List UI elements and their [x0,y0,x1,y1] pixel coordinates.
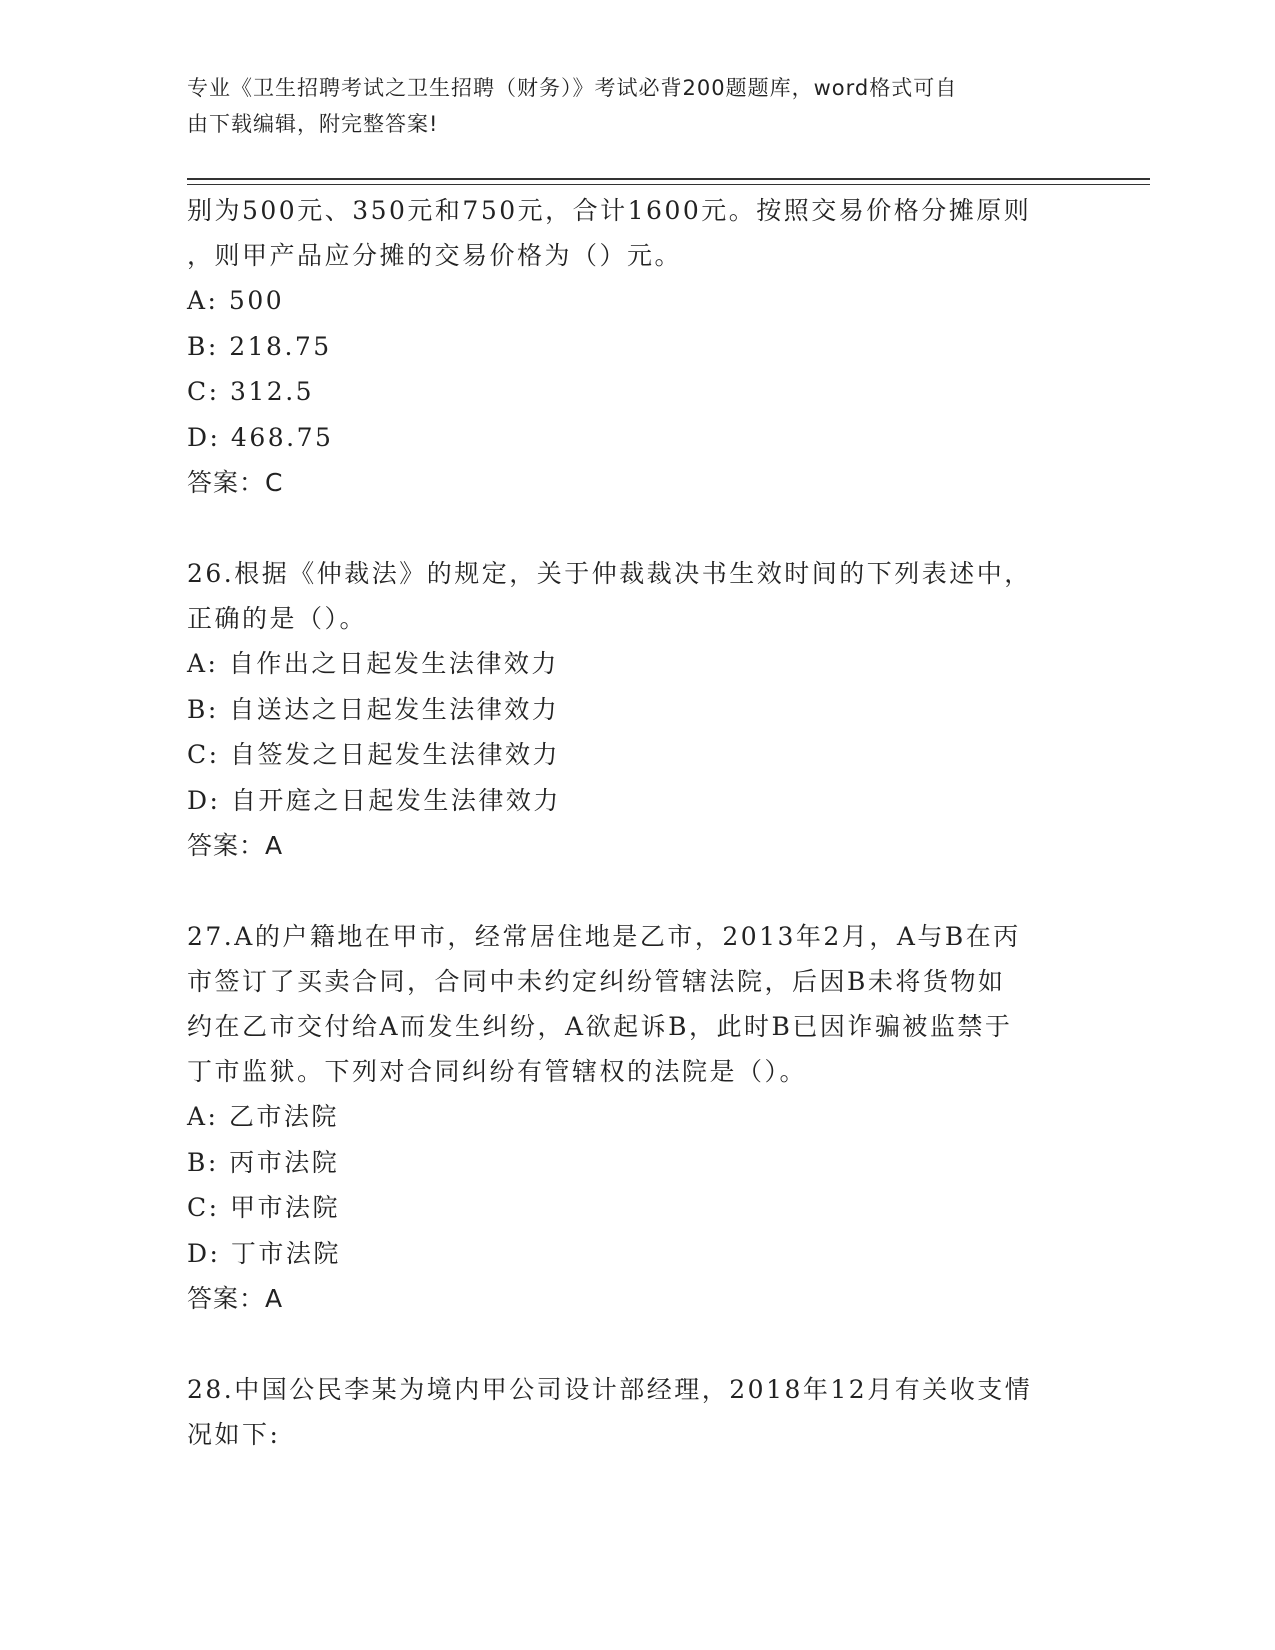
header-line-2: 由下载编辑，附完整答案! [187,112,439,136]
option-c: C: 自签发之日起发生法律效力 [187,740,560,769]
question-text-line: 26.根据《仲裁法》的规定，关于仲裁裁决书生效时间的下列表述中， [187,559,1032,588]
header-rule-thick [187,178,1150,180]
option-d: D: 468.75 [187,422,334,452]
question-text-line: 丁市监狱。下列对合同纠纷有管辖权的法院是（）。 [187,1057,808,1086]
option-c: C: 甲市法院 [187,1193,340,1222]
question-text-line: ，则甲产品应分摊的交易价格为（）元。 [187,241,683,270]
question-text-line: 28.中国公民李某为境内甲公司设计部经理，2018年12月有关收支情 [187,1375,1033,1404]
question-text-line: 市签订了买卖合同，合同中未约定纠纷管辖法院，后因B未将货物如 [187,967,1006,996]
question-26 [187,551,1087,868]
question-text-line: 正确的是（）。 [187,604,368,633]
option-c: C: 312.5 [187,377,315,406]
question-list [187,188,1087,1457]
option-a: A: 500 [187,286,285,315]
header-line-1: 专业《卫生招聘考试之卫生招聘（财务）》考试必背200题题库，word格式可自 [187,76,958,100]
option-d: D: 丁市法院 [187,1238,341,1268]
question-text-line: 别为500元、350元和750元，合计1600元。按照交易价格分摊原则 [187,196,1032,225]
option-a: A: 自作出之日起发生法律效力 [187,649,559,678]
document-header [187,70,1067,142]
option-b: B: 自送达之日起发生法律效力 [187,694,560,724]
option-d: D: 自开庭之日起发生法律效力 [187,785,561,815]
answer: 答案：C [187,468,284,497]
question-text-line: 约在乙市交付给A而发生纠纷，A欲起诉B，此时B已因诈骗被监禁于 [187,1012,1013,1041]
answer: 答案：A [187,831,284,860]
question-28 [187,1367,1087,1457]
question-25 [187,188,1087,505]
option-b: B: 丙市法院 [187,1147,340,1177]
question-27 [187,914,1087,1321]
header-rule-thin [187,184,1150,185]
option-a: A: 乙市法院 [187,1102,339,1131]
option-b: B: 218.75 [187,331,332,361]
question-text-line: 况如下: [187,1420,281,1449]
answer: 答案：A [187,1284,284,1313]
question-text-line: 27.A的户籍地在甲市，经常居住地是乙市，2013年2月，A与B在丙 [187,922,1021,951]
